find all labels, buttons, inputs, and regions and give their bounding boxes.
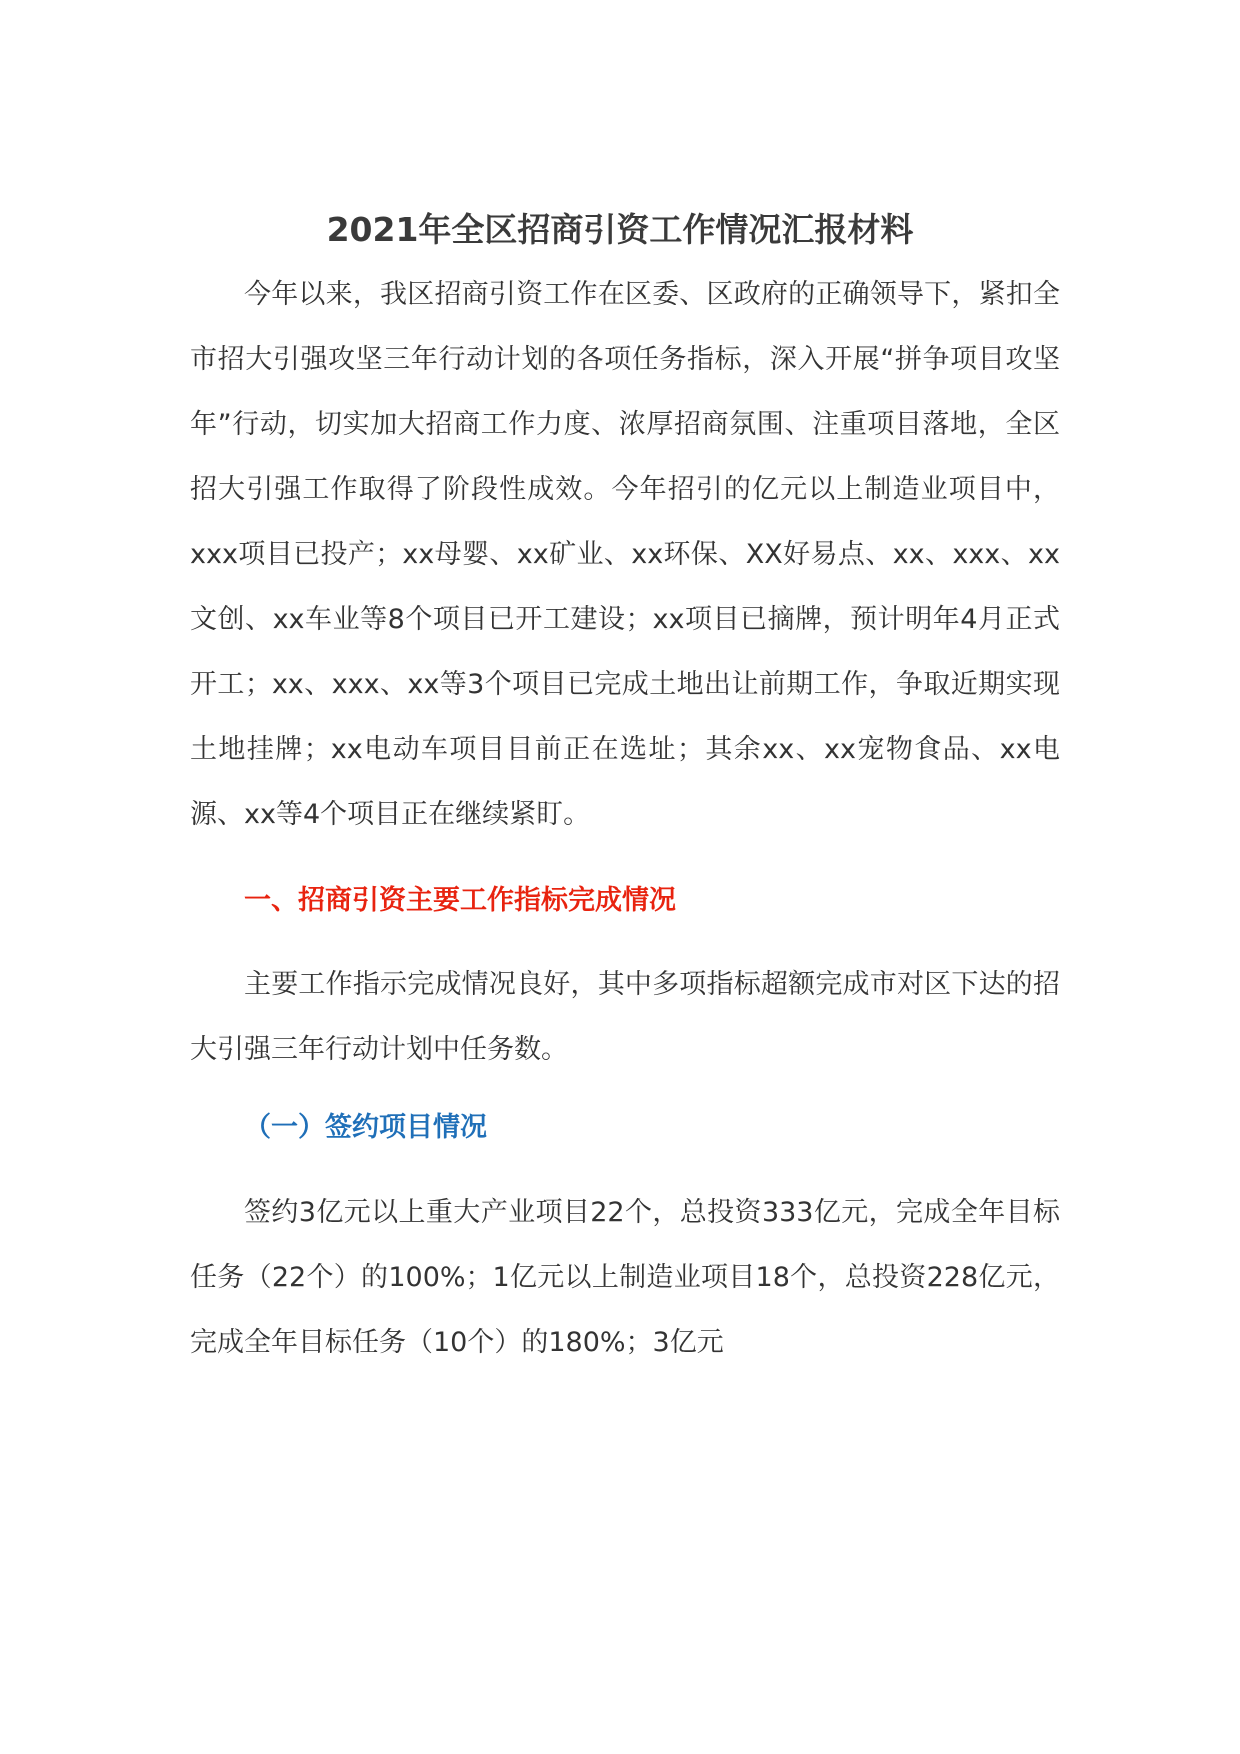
subsection-heading-1: （一）签约项目情况 <box>244 1112 487 1143</box>
intro-paragraph: 今年以来，我区招商引资工作在区委、区政府的正确领导下，紧扣全市招大引强攻坚三年行动计划的各项任务指标，深入开展“拼争项目攻坚年”行动，切实加大招商工作力度、浓厚招商氛围、注重项目落地，全区招大引强工作取得了阶段性成效。今年招引的亿元以上制造业项目中，xxx项目已投产；xx母婴、xx矿业、xx环保、XX好易点、xx、xxx、xx文创、xx车业等8个项目已开工建设；xx项目已摘牌，预计明年4月正式开工；xx、xxx、xx等3个项目已完成土地出让前期工作，争取近期实现土地挂牌；xx电动车项目目前正在选址；其余xx、xx宠物食品、xx电源、xx等4个项目正在继续紧盯。 <box>190 279 1060 830</box>
document-title: 2021年全区招商引资工作情况汇报材料 <box>326 210 914 249</box>
subsection-1-paragraph: 签约3亿元以上重大产业项目22个，总投资333亿元，完成全年目标任务（22个）的100%；1亿元以上制造业项目18个，总投资228亿元，完成全年目标任务（10个）的180%；3亿元 <box>190 1197 1060 1358</box>
section-1-paragraph: 主要工作指示完成情况良好，其中多项指标超额完成市对区下达的招大引强三年行动计划中任务数。 <box>190 969 1060 1065</box>
section-heading-1: 一、招商引资主要工作指标完成情况 <box>244 885 676 916</box>
